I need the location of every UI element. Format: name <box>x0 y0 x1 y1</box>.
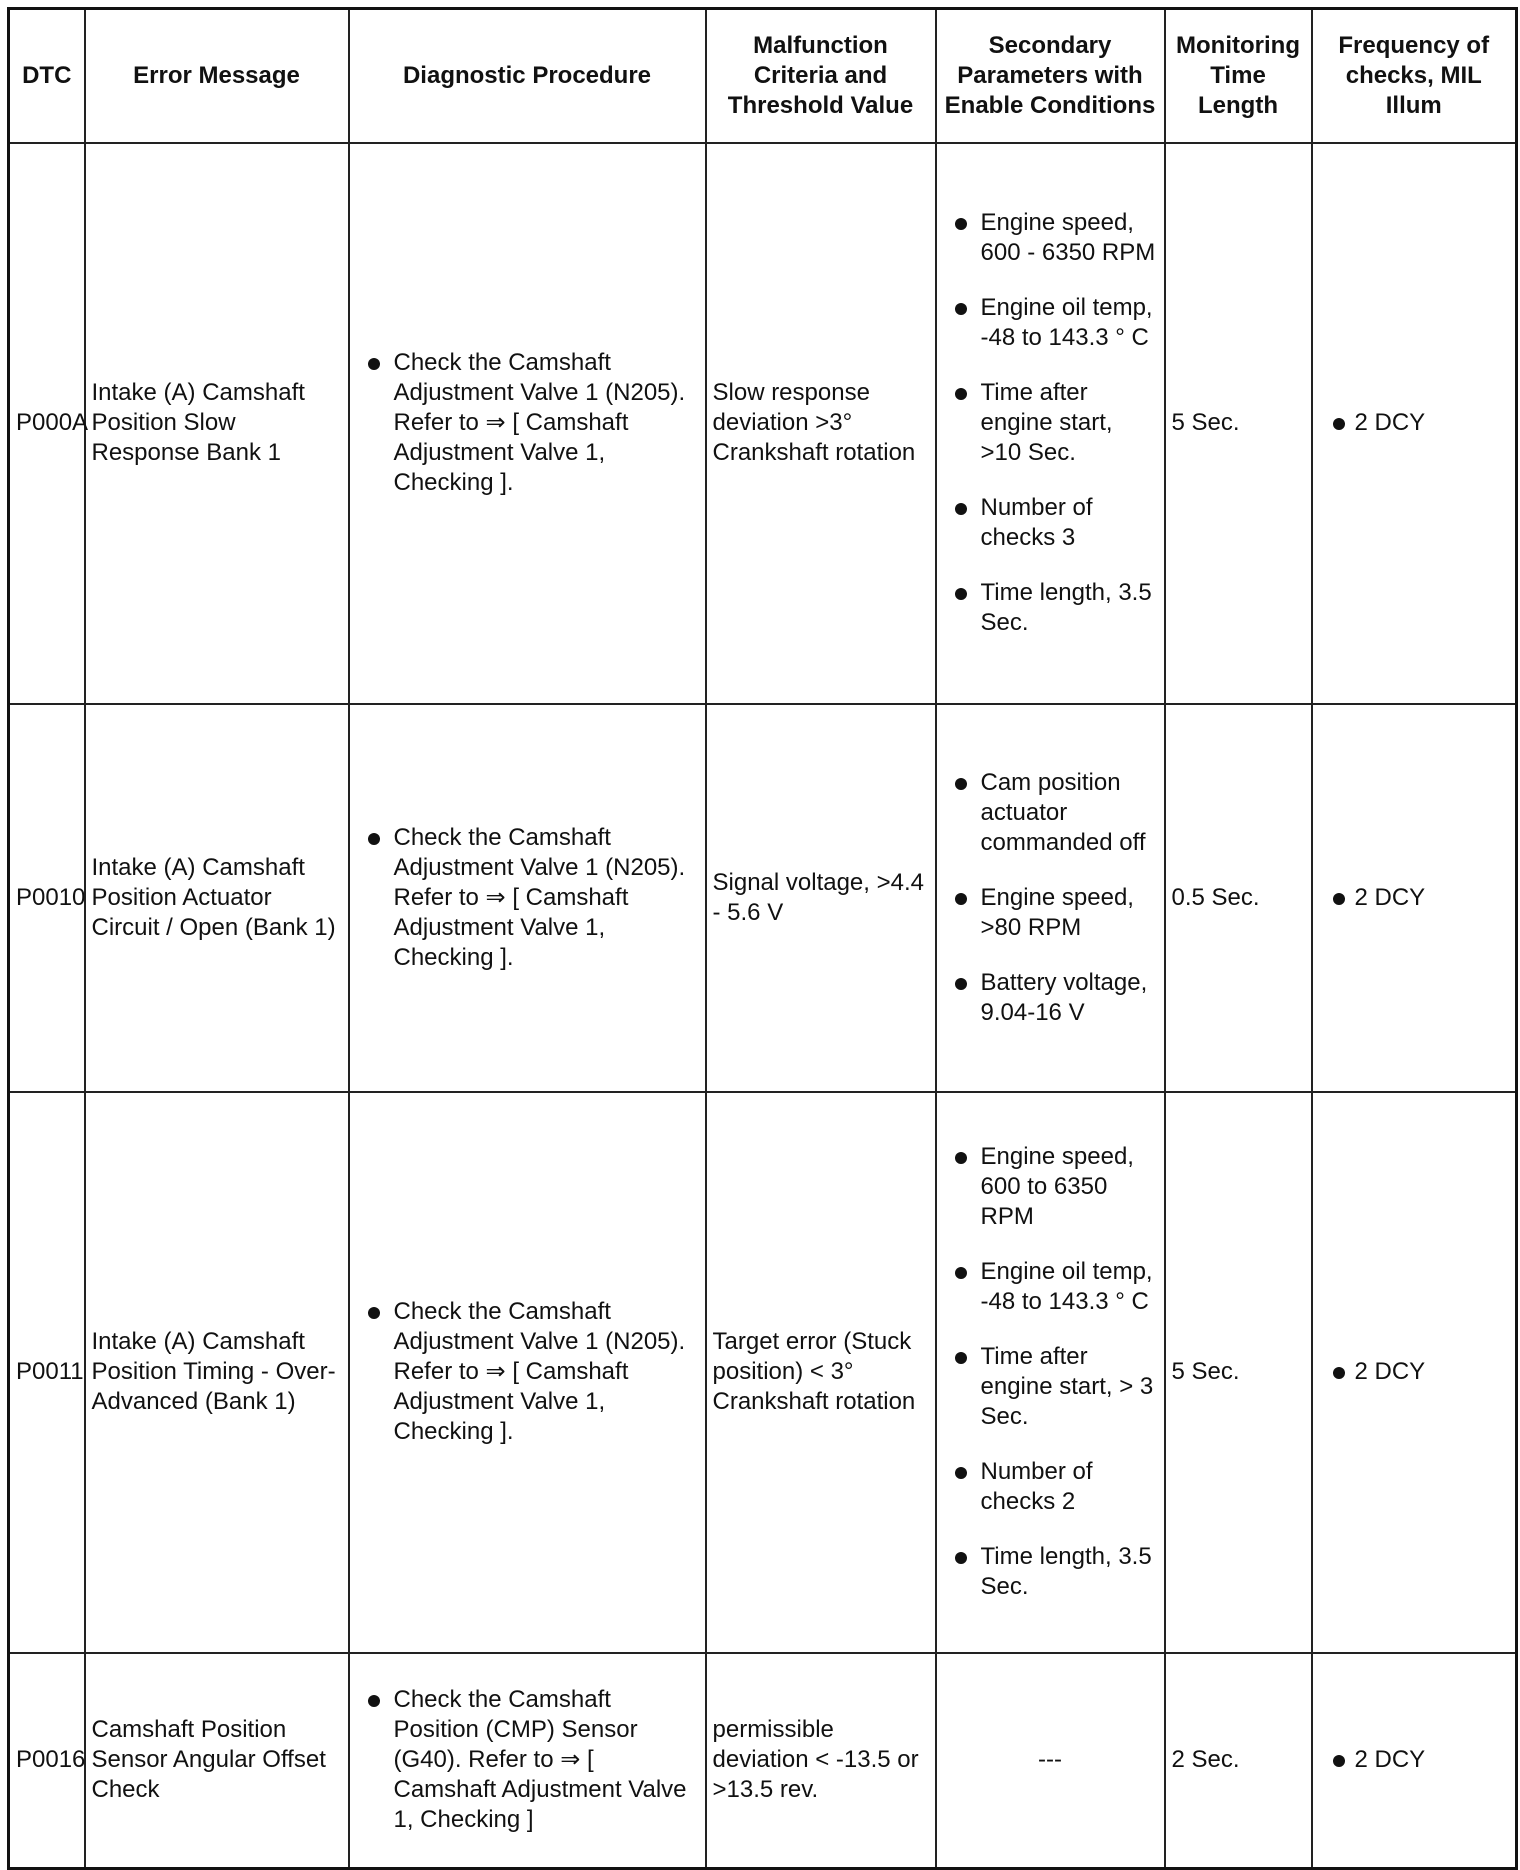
secondary-parameters: --- <box>936 1653 1165 1869</box>
procedure-item: Check the Camshaft Adjustment Valve 1 (N205). Refer to ⇒ [ Camshaft Adjustment Valve 1, Checking ]. <box>356 823 699 973</box>
header-secondary-parameters: Secondary Parameters with Enable Conditions <box>936 9 1165 143</box>
secondary-item: Engine oil temp, -48 to 143.3 ° C <box>943 293 1158 353</box>
secondary-parameters <box>936 704 1165 1092</box>
dtc-code: P0011 <box>9 1092 85 1653</box>
secondary-parameters <box>936 1092 1165 1653</box>
monitoring-time: 5 Sec. <box>1165 143 1312 704</box>
frequency <box>1312 143 1517 704</box>
secondary-item: Time length, 3.5 Sec. <box>943 578 1158 638</box>
malfunction-criteria: permissible deviation < -13.5 or >13.5 rev. <box>706 1653 936 1869</box>
secondary-item: Engine oil temp, -48 to 143.3 ° C <box>943 1257 1158 1317</box>
diagnostic-procedure <box>349 704 706 1092</box>
secondary-item: Time length, 3.5 Sec. <box>943 1542 1158 1602</box>
header-error-message: Error Message <box>85 9 349 143</box>
table-row <box>9 704 1517 1092</box>
malfunction-criteria: Slow response deviation >3° Crankshaft rotation <box>706 143 936 704</box>
header-dtc: DTC <box>9 9 85 143</box>
secondary-item: Engine speed, 600 to 6350 RPM <box>943 1142 1158 1232</box>
dtc-code: P000A <box>9 143 85 704</box>
malfunction-criteria: Signal voltage, >4.4 - 5.6 V <box>706 704 936 1092</box>
header-diagnostic-procedure: Diagnostic Procedure <box>349 9 706 143</box>
table-row <box>9 143 1517 704</box>
error-message: Camshaft Position Sensor Angular Offset Check <box>85 1653 349 1869</box>
dtc-table <box>7 7 1518 1870</box>
secondary-item: Number of checks 3 <box>943 493 1158 553</box>
dtc-code: P0010 <box>9 704 85 1092</box>
header-frequency: Frequency of checks, MIL Illum <box>1312 9 1517 143</box>
error-message: Intake (A) Camshaft Position Actuator Circuit / Open (Bank 1) <box>85 704 349 1092</box>
secondary-parameters <box>936 143 1165 704</box>
diagnostic-procedure <box>349 1092 706 1653</box>
malfunction-criteria: Target error (Stuck position) < 3° Crankshaft rotation <box>706 1092 936 1653</box>
header-malfunction-criteria: Malfunction Criteria and Threshold Value <box>706 9 936 143</box>
frequency <box>1312 1653 1517 1869</box>
monitoring-time: 2 Sec. <box>1165 1653 1312 1869</box>
diagnostic-procedure <box>349 143 706 704</box>
secondary-item: Time after engine start, > 3 Sec. <box>943 1342 1158 1432</box>
secondary-item: Battery voltage, 9.04-16 V <box>943 968 1158 1028</box>
error-message: Intake (A) Camshaft Position Timing - Over-Advanced (Bank 1) <box>85 1092 349 1653</box>
procedure-item: Check the Camshaft Adjustment Valve 1 (N205). Refer to ⇒ [ Camshaft Adjustment Valve 1, Checking ]. <box>356 1297 699 1447</box>
secondary-item: Number of checks 2 <box>943 1457 1158 1517</box>
frequency-item: 2 DCY <box>1319 1745 1510 1775</box>
procedure-item: Check the Camshaft Adjustment Valve 1 (N205). Refer to ⇒ [ Camshaft Adjustment Valve 1, Checking ]. <box>356 348 699 498</box>
table-row <box>9 1653 1517 1869</box>
monitoring-time: 5 Sec. <box>1165 1092 1312 1653</box>
monitoring-time: 0.5 Sec. <box>1165 704 1312 1092</box>
frequency <box>1312 704 1517 1092</box>
diagnostic-procedure <box>349 1653 706 1869</box>
secondary-item: Cam position actuator commanded off <box>943 768 1158 858</box>
error-message: Intake (A) Camshaft Position Slow Response Bank 1 <box>85 143 349 704</box>
frequency-item: 2 DCY <box>1319 408 1510 438</box>
secondary-item: Engine speed, >80 RPM <box>943 883 1158 943</box>
table-row <box>9 1092 1517 1653</box>
dtc-code: P0016 <box>9 1653 85 1869</box>
procedure-item: Check the Camshaft Position (CMP) Sensor (G40). Refer to ⇒ [ Camshaft Adjustment Valve 1, Checking ] <box>356 1685 699 1835</box>
frequency-item: 2 DCY <box>1319 883 1510 913</box>
header-monitoring-time: Monitoring Time Length <box>1165 9 1312 143</box>
header-row <box>9 9 1517 143</box>
frequency-item: 2 DCY <box>1319 1357 1510 1387</box>
secondary-item: Time after engine start, >10 Sec. <box>943 378 1158 468</box>
secondary-item: Engine speed, 600 - 6350 RPM <box>943 208 1158 268</box>
frequency <box>1312 1092 1517 1653</box>
